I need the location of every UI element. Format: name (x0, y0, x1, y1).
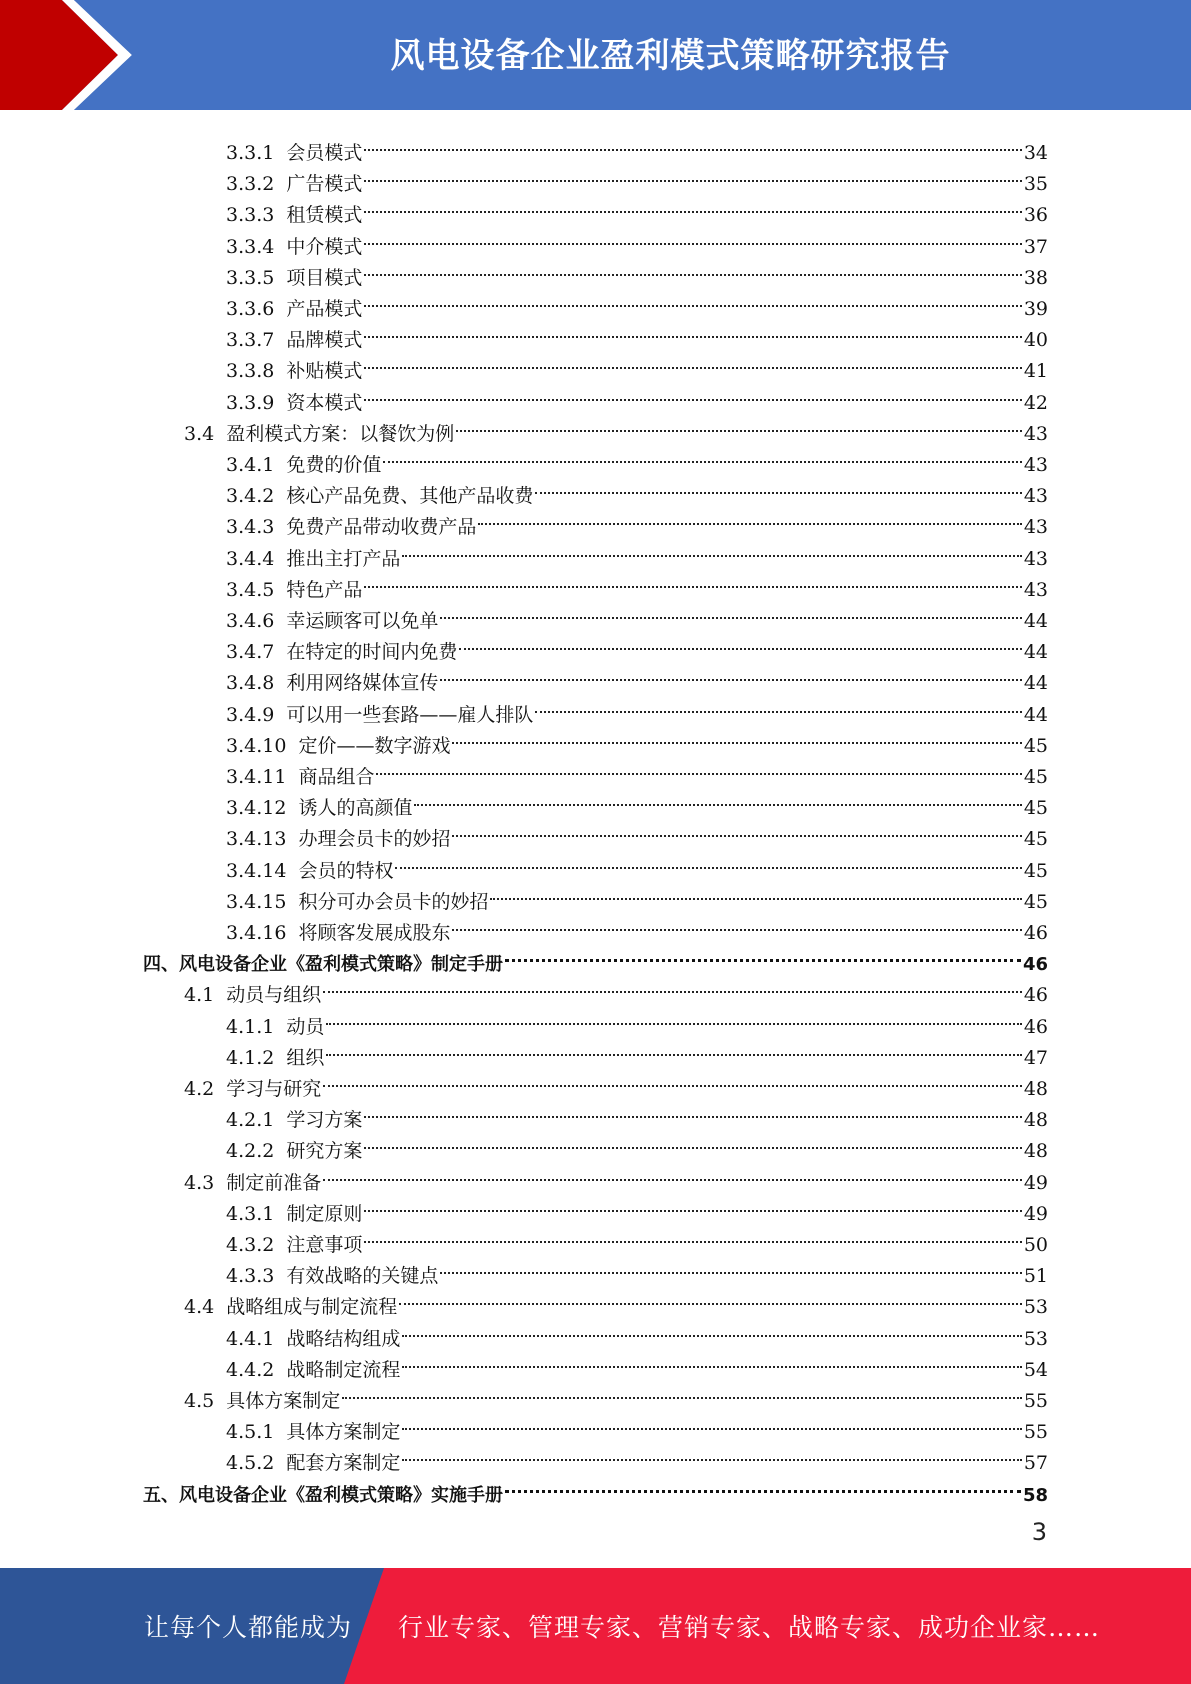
toc-dot-leader (478, 502, 1021, 533)
toc-entry-title: 定价——数字游戏 (298, 734, 451, 757)
toc-entry[interactable] (226, 534, 1048, 570)
toc-dot-leader (364, 159, 1021, 190)
toc-dot-leader (326, 1033, 1021, 1064)
toc-entry[interactable] (143, 939, 1048, 976)
toc-entry-number: 3.3.6 (226, 298, 275, 320)
toc-dot-leader (376, 752, 1021, 783)
toc-entry-page: 53 (1023, 1327, 1048, 1350)
toc-entry-number: 3.3.1 (226, 142, 275, 164)
toc-entry[interactable] (226, 1033, 1048, 1069)
toc-dot-leader (399, 1282, 1022, 1313)
toc-entry[interactable] (184, 1064, 1048, 1100)
toc-entry-number: 4.2 (184, 1078, 215, 1100)
toc-entry[interactable] (226, 783, 1048, 820)
toc-entry[interactable] (184, 1376, 1048, 1412)
toc-entry-title: 免费产品带动收费产品 (286, 516, 477, 539)
toc-entry[interactable] (226, 346, 1048, 383)
toc-entry[interactable] (226, 1126, 1048, 1163)
toc-entry-title: 动员 (286, 1015, 325, 1038)
toc-entry-title: 免费的价值 (286, 454, 382, 476)
toc-entry-title: 会员模式 (286, 142, 363, 164)
toc-entry-number: 4.4 (184, 1296, 215, 1319)
toc-entry-number: 3.3.8 (226, 360, 275, 383)
toc-dot-leader (383, 440, 1021, 471)
toc-entry-number: 4.2.1 (226, 1109, 275, 1132)
toc-entry-title: 中介模式 (286, 235, 363, 258)
toc-entry-number: 3.4.11 (226, 766, 287, 788)
toc-entry[interactable] (226, 1438, 1048, 1475)
toc-entry-number: 4.1.1 (226, 1015, 275, 1038)
toc-entry-title: 制定原则 (286, 1202, 363, 1225)
toc-entry-number: 4.4.2 (226, 1358, 275, 1381)
toc-entry-page: 48 (1023, 1140, 1048, 1163)
toc-entry-page: 38 (1023, 266, 1048, 289)
toc-entry[interactable] (226, 846, 1048, 882)
toc-entry-title: 有效战略的关键点 (286, 1265, 439, 1288)
toc-entry-page: 37 (1023, 235, 1048, 258)
toc-entry-page: 45 (1023, 828, 1048, 851)
toc-entry[interactable] (184, 409, 1048, 445)
toc-entry-page: 45 (1023, 797, 1048, 820)
toc-entry-page: 47 (1023, 1046, 1048, 1069)
toc-entry[interactable] (226, 471, 1048, 508)
toc-dot-leader (342, 1376, 1022, 1407)
toc-entry-title: 可以用一些套路——雇人排队 (286, 703, 534, 726)
toc-dot-leader (323, 1064, 1022, 1095)
toc-dot-leader (414, 783, 1021, 814)
toc-dot-leader (505, 939, 1021, 970)
toc-entry[interactable] (226, 690, 1048, 726)
toc-entry-page: 40 (1023, 329, 1048, 352)
toc-entry[interactable] (143, 1470, 1048, 1506)
report-title: 风电设备企业盈利模式策略研究报告 (390, 35, 951, 76)
page-number: 3 (1031, 1518, 1047, 1546)
toc-entry-title: 盈利模式方案：以餐饮为例 (226, 422, 455, 445)
toc-entry[interactable] (226, 253, 1048, 289)
toc-entry[interactable] (226, 721, 1048, 757)
toc-dot-leader (456, 409, 1022, 440)
toc-entry[interactable] (226, 565, 1048, 601)
toc-entry-number: 3.3.4 (226, 235, 275, 258)
toc-entry-page: 43 (1023, 547, 1048, 570)
toc-entry-title: 诱人的高颜值 (298, 797, 413, 820)
toc-entry-title: 组织 (286, 1046, 325, 1069)
toc-entry-title: 五、风电设备企业《盈利模式策略》实施手册 (143, 1484, 503, 1506)
toc-entry-title: 制定前准备 (226, 1171, 322, 1194)
toc-dot-leader (364, 284, 1021, 315)
toc-entry[interactable] (226, 1314, 1048, 1350)
toc-entry-page: 55 (1023, 1421, 1048, 1444)
toc-dot-leader (326, 1002, 1021, 1033)
toc-entry-number: 3.4.7 (226, 641, 275, 664)
toc-entry-title: 注意事项 (286, 1234, 363, 1256)
toc-entry-title: 幸运顾客可以免单 (286, 610, 439, 632)
toc-entry-number: 3.4.12 (226, 797, 287, 820)
toc-entry-title: 办理会员卡的妙招 (298, 828, 451, 851)
toc-entry-number: 3.4.13 (226, 828, 287, 851)
toc-dot-leader (535, 471, 1021, 502)
toc-entry[interactable] (226, 502, 1048, 539)
toc-entry-title: 产品模式 (286, 298, 363, 320)
toc-entry[interactable] (226, 315, 1048, 352)
toc-entry-page: 39 (1023, 298, 1048, 320)
page-footer (0, 1568, 1191, 1684)
toc-entry[interactable] (226, 378, 1048, 414)
footer-slogan-left: 让每个人都能成为 (144, 1613, 353, 1642)
toc-entry[interactable] (226, 658, 1048, 695)
toc-entry-title: 具体方案制定 (286, 1421, 401, 1444)
toc-entry-number: 3.3.7 (226, 329, 275, 352)
toc-entry-title: 利用网络媒体宣传 (286, 672, 439, 695)
toc-entry[interactable] (226, 1002, 1048, 1038)
toc-entry-page: 46 (1023, 984, 1048, 1007)
toc-entry-title: 项目模式 (286, 266, 363, 289)
toc-entry-page: 43 (1023, 516, 1048, 539)
toc-dot-leader (323, 1158, 1022, 1189)
toc-entry-page: 50 (1023, 1234, 1048, 1256)
toc-entry-title: 租赁模式 (286, 204, 363, 227)
toc-entry-number: 4.3 (184, 1171, 215, 1194)
toc-entry-title: 战略组成与制定流程 (226, 1296, 398, 1319)
toc-dot-leader (364, 315, 1021, 346)
toc-entry-page: 49 (1023, 1202, 1048, 1225)
toc-entry[interactable] (226, 627, 1048, 664)
toc-dot-leader (440, 596, 1021, 627)
toc-entry-title: 具体方案制定 (226, 1390, 341, 1412)
toc-entry[interactable] (226, 128, 1048, 164)
toc-entry-page: 45 (1023, 859, 1048, 882)
toc-entry[interactable] (226, 814, 1048, 851)
toc-dot-leader (364, 1220, 1021, 1251)
toc-dot-leader (402, 1345, 1021, 1376)
toc-entry-number: 4.5.2 (226, 1452, 275, 1475)
toc-entry-number: 4.3.3 (226, 1265, 275, 1288)
toc-entry-number: 3.4.9 (226, 703, 275, 726)
toc-entry-title: 积分可办会员卡的妙招 (298, 890, 489, 913)
toc-entry-page: 44 (1023, 703, 1048, 726)
toc-entry-page: 41 (1023, 360, 1048, 383)
toc-entry-number: 4.3.1 (226, 1202, 275, 1225)
toc-entry-title: 在特定的时间内免费 (286, 641, 458, 664)
toc-entry-number: 3.4.6 (226, 610, 275, 632)
toc-entry[interactable] (226, 222, 1048, 258)
toc-entry-title: 战略制定流程 (286, 1358, 401, 1381)
toc-entry-title: 补贴模式 (286, 360, 363, 383)
toc-dot-leader (440, 658, 1021, 689)
toc-entry-number: 4.5 (184, 1390, 215, 1412)
toc-entry-page: 46 (1023, 922, 1048, 944)
toc-dot-leader (440, 1251, 1021, 1282)
toc-dot-leader (535, 690, 1021, 721)
toc-entry-page: 51 (1023, 1265, 1048, 1288)
toc-entry-number: 4.2.2 (226, 1140, 275, 1163)
toc-dot-leader (364, 565, 1021, 596)
toc-entry[interactable] (184, 1282, 1048, 1319)
toc-entry-title: 特色产品 (286, 578, 363, 601)
toc-dot-leader (402, 1314, 1021, 1345)
toc-dot-leader (402, 534, 1021, 565)
toc-entry-title: 学习方案 (286, 1109, 363, 1132)
toc-entry-page: 35 (1023, 173, 1048, 196)
toc-dot-leader (364, 190, 1021, 221)
toc-entry-page: 43 (1023, 578, 1048, 601)
toc-entry-page: 45 (1023, 890, 1048, 913)
toc-entry-number: 4.3.2 (226, 1234, 275, 1256)
toc-entry[interactable] (184, 1158, 1048, 1194)
toc-entry-number: 3.4.4 (226, 547, 275, 570)
toc-entry-page: 42 (1023, 391, 1048, 414)
toc-entry-number: 3.4.16 (226, 922, 287, 944)
toc-entry-title: 核心产品免费、其他产品收费 (286, 485, 534, 508)
toc-entry[interactable] (226, 190, 1048, 227)
toc-entry-number: 3.4.14 (226, 859, 287, 882)
toc-dot-leader (364, 1126, 1021, 1157)
toc-entry-page: 58 (1022, 1484, 1048, 1506)
toc-dot-leader (364, 346, 1021, 377)
toc-entry-page: 36 (1023, 204, 1048, 227)
toc-entry[interactable] (184, 970, 1048, 1007)
toc-entry-number: 4.4.1 (226, 1327, 275, 1350)
toc-entry-page: 49 (1023, 1171, 1048, 1194)
toc-entry-number: 3.4.8 (226, 672, 275, 695)
toc-entry[interactable] (226, 877, 1048, 913)
toc-entry-page: 43 (1023, 422, 1048, 445)
page-header (0, 0, 1191, 110)
toc-entry-number: 3.4.15 (226, 890, 287, 913)
toc-entry-page: 55 (1023, 1390, 1048, 1412)
toc-entry-page: 45 (1023, 766, 1048, 788)
toc-entry-title: 将顾客发展成股东 (298, 922, 451, 944)
toc-entry-title: 研究方案 (286, 1140, 363, 1163)
toc-entry[interactable] (226, 440, 1048, 476)
toc-dot-leader (490, 877, 1021, 908)
toc-dot-leader (402, 1407, 1021, 1438)
toc-entry-page: 45 (1023, 734, 1048, 757)
toc-dot-leader (459, 627, 1021, 658)
toc-entry-title: 推出主打产品 (286, 547, 401, 570)
toc-entry-number: 3.4.5 (226, 578, 275, 601)
toc-dot-leader (452, 721, 1021, 752)
toc-entry-number: 3.4.2 (226, 485, 275, 508)
toc-entry-page: 46 (1022, 954, 1048, 976)
toc-entry-title: 资本模式 (286, 391, 363, 414)
toc-entry-page: 54 (1023, 1358, 1048, 1381)
toc-entry-title: 战略结构组成 (286, 1327, 401, 1350)
toc-entry-page: 48 (1023, 1078, 1048, 1100)
toc-entry-page: 57 (1023, 1452, 1048, 1475)
toc-entry-number: 3.3.2 (226, 173, 275, 196)
toc-entry[interactable] (226, 1407, 1048, 1444)
toc-entry[interactable] (226, 596, 1048, 632)
footer-slogan-right: 行业专家、管理专家、营销专家、战略专家、成功企业家…… (398, 1613, 1101, 1642)
toc-entry-title: 学习与研究 (226, 1078, 322, 1100)
toc-entry-title: 品牌模式 (286, 329, 363, 352)
toc-entry-page: 53 (1023, 1296, 1048, 1319)
toc-entry-title: 配套方案制定 (286, 1452, 401, 1475)
toc-entry[interactable] (226, 1220, 1048, 1256)
toc-dot-leader (395, 846, 1021, 877)
toc-dot-leader (505, 1470, 1021, 1501)
toc-entry-page: 44 (1023, 610, 1048, 632)
toc-entry-title: 商品组合 (298, 766, 375, 788)
toc-entry-title: 会员的特权 (298, 859, 394, 882)
toc-dot-leader (364, 128, 1021, 159)
toc-entry-page: 44 (1023, 672, 1048, 695)
toc-entry-page: 34 (1023, 142, 1048, 164)
toc-dot-leader (364, 222, 1021, 253)
toc-dot-leader (452, 908, 1021, 939)
toc-entry-page: 48 (1023, 1109, 1048, 1132)
toc-dot-leader (452, 814, 1021, 845)
toc-entry-page: 43 (1023, 485, 1048, 508)
toc-entry-number: 3.4.10 (226, 734, 287, 757)
toc-entry-number: 3.4.1 (226, 454, 275, 476)
toc-entry-number: 3.3.9 (226, 391, 275, 414)
toc-entry-number: 3.3.5 (226, 266, 275, 289)
toc-entry-number: 4.5.1 (226, 1421, 275, 1444)
toc-entry-page: 44 (1023, 641, 1048, 664)
toc-entry-page: 46 (1023, 1015, 1048, 1038)
toc-dot-leader (323, 970, 1022, 1001)
toc-entry[interactable] (226, 1345, 1048, 1381)
toc-entry-title: 动员与组织 (226, 984, 322, 1007)
toc-entry-number: 4.1 (184, 984, 215, 1007)
toc-entry[interactable] (226, 159, 1048, 196)
toc-entry[interactable] (226, 908, 1048, 944)
toc-dot-leader (402, 1438, 1021, 1469)
toc-entry[interactable] (226, 1251, 1048, 1288)
toc-entry-page: 43 (1023, 454, 1048, 476)
toc-dot-leader (364, 378, 1021, 409)
toc-dot-leader (364, 1189, 1021, 1220)
toc-dot-leader (364, 253, 1021, 284)
toc-entry-number: 4.1.2 (226, 1046, 275, 1069)
toc-entry[interactable] (226, 284, 1048, 320)
toc-entry[interactable] (226, 752, 1048, 788)
toc-entry-number: 3.4.3 (226, 516, 275, 539)
toc-dot-leader (364, 1095, 1021, 1126)
toc-entry[interactable] (226, 1095, 1048, 1132)
toc-entry[interactable] (226, 1189, 1048, 1225)
toc-entry-number: 3.4 (184, 422, 215, 445)
toc-entry-title: 四、风电设备企业《盈利模式策略》制定手册 (143, 954, 503, 976)
toc-entry-title: 广告模式 (286, 173, 363, 196)
toc-entry-number: 3.3.3 (226, 204, 275, 227)
